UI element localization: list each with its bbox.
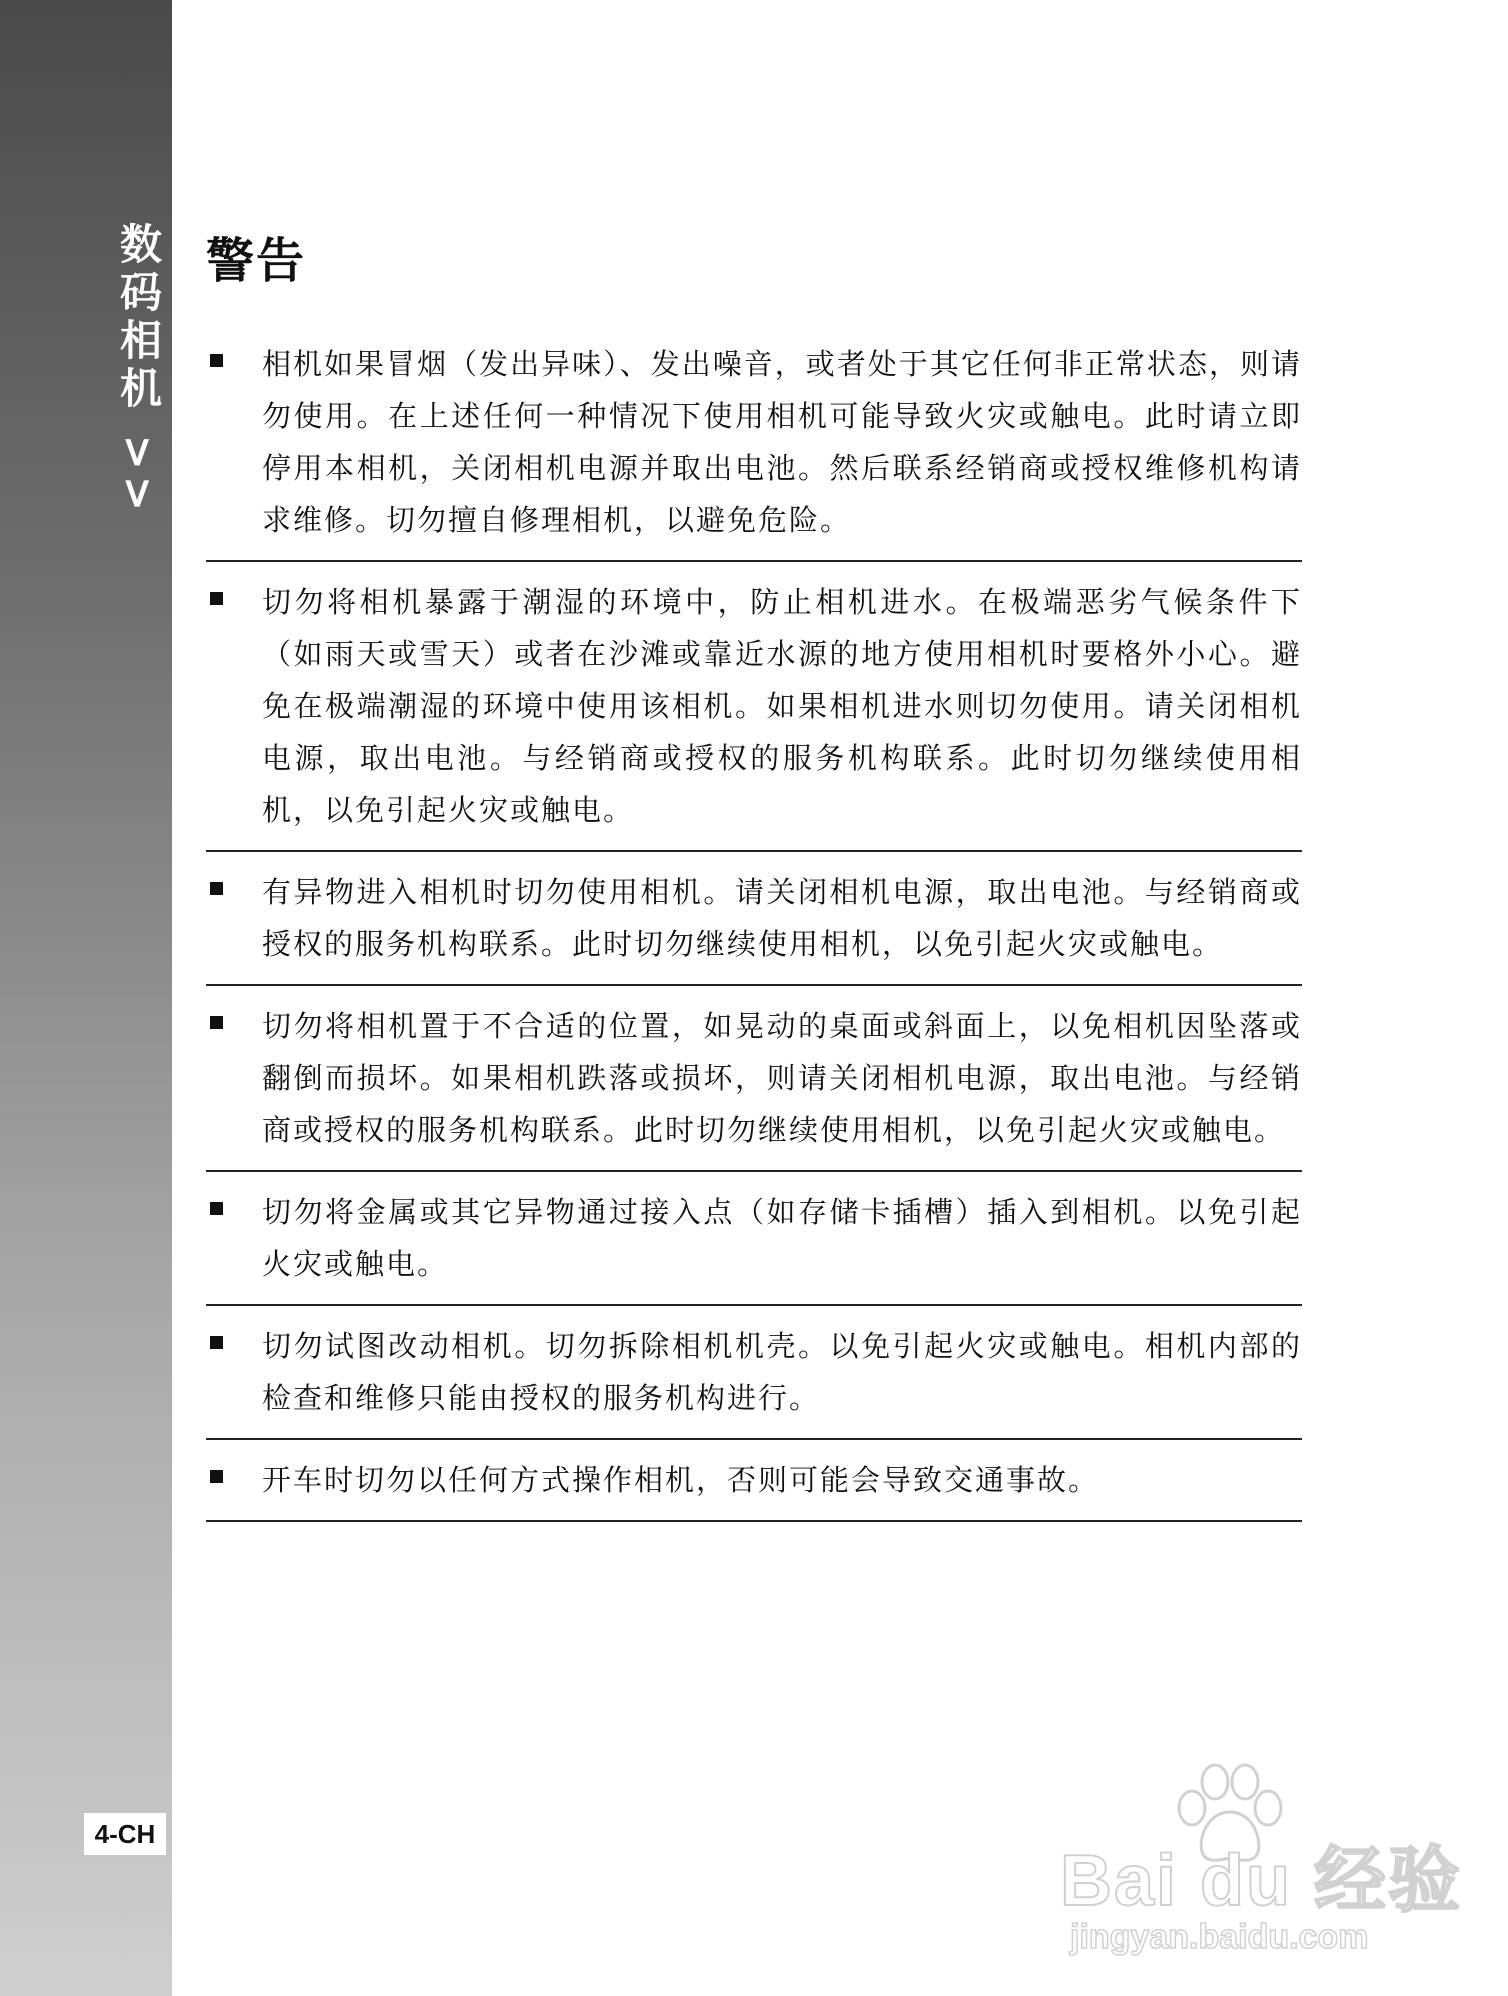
warning-text: 切勿试图改动相机。切勿拆除相机机壳。以免引起火灾或触电。相机内部的检查和维修只能由授权的服务机构进行。 bbox=[262, 1329, 1302, 1415]
warning-item bbox=[206, 330, 1302, 562]
warning-item bbox=[206, 852, 1302, 986]
warning-item bbox=[206, 1172, 1302, 1306]
page-title: 警告 bbox=[206, 233, 307, 289]
page-number: 4-CH bbox=[84, 1813, 166, 1855]
warning-list bbox=[206, 330, 1302, 1522]
square-bullet-icon bbox=[210, 1016, 223, 1029]
section-label: 数码相机 >> bbox=[114, 222, 163, 518]
warning-text: 相机如果冒烟（发出异味）、发出噪音，或者处于其它任何非正常状态，则请勿使用。在上述任何一种情况下使用相机可能导致火灾或触电。此时请立即停用本相机，关闭相机电源并取出电池。然后联系经销商或授权维修机构请求维修。切勿擅自修理相机，以避免危险。 bbox=[262, 347, 1302, 537]
watermark-url: jingyan.baidu.com bbox=[1070, 1918, 1369, 1956]
square-bullet-icon bbox=[210, 1470, 223, 1483]
warning-item bbox=[206, 1440, 1302, 1522]
square-bullet-icon bbox=[210, 1336, 223, 1349]
warning-text: 切勿将金属或其它异物通过接入点（如存储卡插槽）插入到相机。以免引起火灾或触电。 bbox=[262, 1195, 1302, 1281]
warning-item bbox=[206, 1306, 1302, 1440]
watermark bbox=[1060, 1760, 1463, 1960]
square-bullet-icon bbox=[210, 354, 223, 367]
warning-text: 切勿将相机暴露于潮湿的环境中，防止相机进水。在极端恶劣气候条件下（如雨天或雪天）或者在沙滩或靠近水源的地方使用相机时要格外小心。避免在极端潮湿的环境中使用该相机。如果相机进水则切勿使用。请关闭相机电源，取出电池。与经销商或授权的服务机构联系。此时切勿继续使用相机，以免引起火灾或触电。 bbox=[262, 585, 1302, 827]
warning-text: 有异物进入相机时切勿使用相机。请关闭相机电源，取出电池。与经销商或授权的服务机构联系。此时切勿继续使用相机，以免引起火灾或触电。 bbox=[262, 875, 1302, 961]
square-bullet-icon bbox=[210, 882, 223, 895]
square-bullet-icon bbox=[210, 1202, 223, 1215]
sidebar bbox=[0, 0, 172, 1996]
warning-text: 切勿将相机置于不合适的位置，如晃动的桌面或斜面上，以免相机因坠落或翻倒而损坏。如果相机跌落或损坏，则请关闭相机电源，取出电池。与经销商或授权的服务机构联系。此时切勿继续使用相机，以免引起火灾或触电。 bbox=[262, 1009, 1302, 1147]
warning-text: 开车时切勿以任何方式操作相机，否则可能会导致交通事故。 bbox=[262, 1463, 1100, 1497]
square-bullet-icon bbox=[210, 592, 223, 605]
warning-item bbox=[206, 562, 1302, 852]
watermark-logo-text: Bai du 经验 bbox=[1060, 1841, 1463, 1921]
warning-item bbox=[206, 986, 1302, 1172]
